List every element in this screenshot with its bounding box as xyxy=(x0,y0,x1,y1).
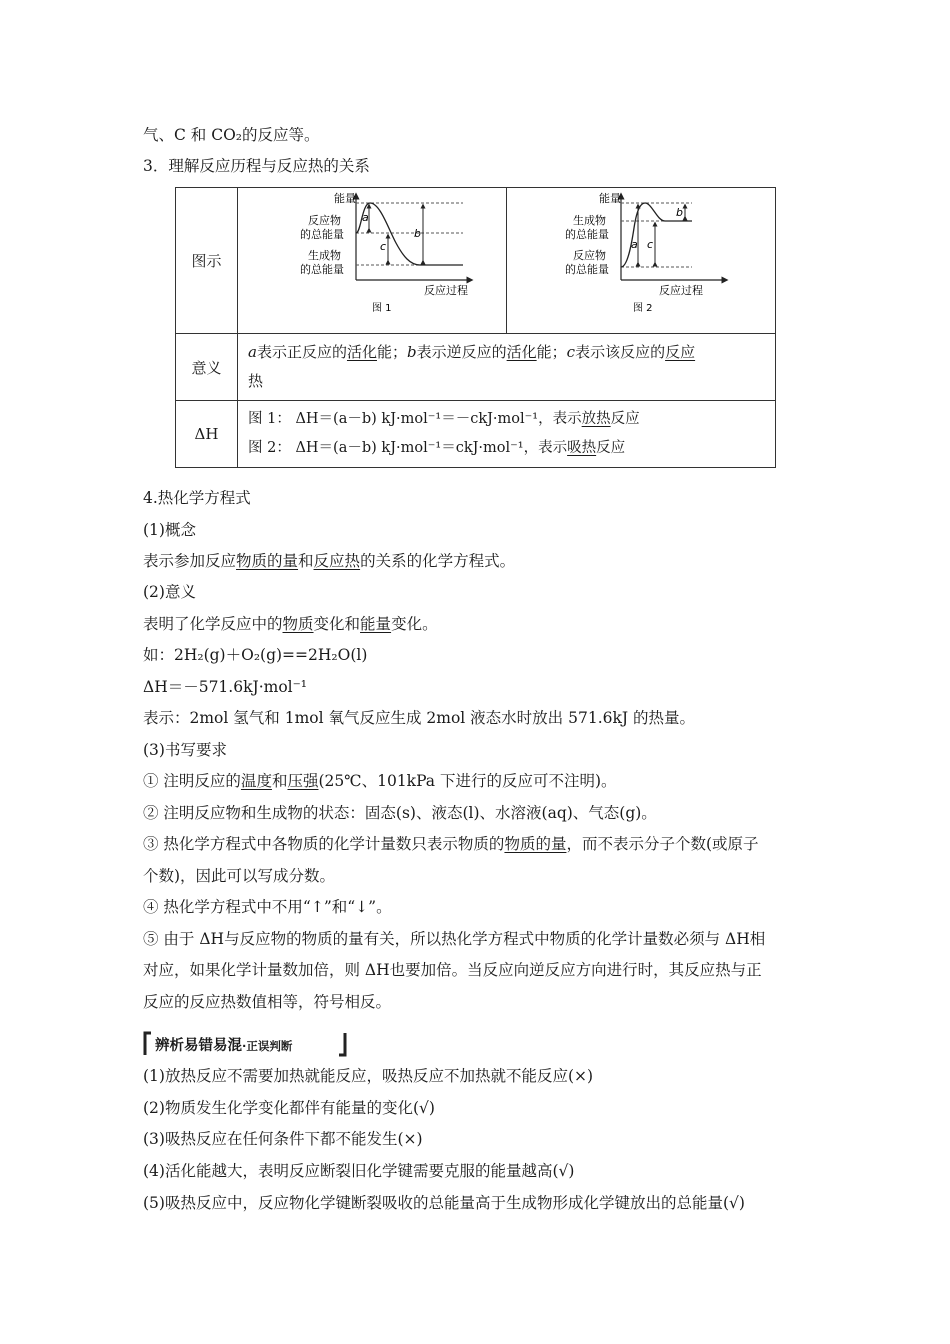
fig1-label-a: a xyxy=(362,211,369,224)
fig1-label-c: c xyxy=(380,240,387,253)
fig2-y-label: 能量 xyxy=(599,192,621,205)
fig1-upper-label-1: 反应物 xyxy=(308,214,341,227)
row-header-meaning: 意义 xyxy=(176,334,238,401)
fig2-upper-label-1: 生成物 xyxy=(573,214,606,227)
figure-1-energy-diagram xyxy=(238,188,506,329)
judgement-item-4: (4)活化能越大，表明反应断裂旧化学键需要克服的能量越高(√) xyxy=(143,1162,575,1180)
example-delta-h: ΔH＝－571.6kJ·mol⁻¹ xyxy=(143,678,307,696)
fig1-x-label: 反应过程 xyxy=(424,284,468,297)
fig2-label-a: a xyxy=(631,238,638,251)
row-header-delta-h: ΔH xyxy=(176,401,238,468)
judgement-tag-title: 辨析易错易混 xyxy=(155,1038,242,1054)
example-equation: 如：2H₂(g)＋O₂(g)==2H₂O(l) xyxy=(143,646,368,664)
requirement-5-line-1: ⑤ 由于 ΔH与反应物的物质的量有关，所以热化学方程式中物质的化学计量数必须与 ΔH相 xyxy=(143,930,766,948)
figure-2-energy-diagram xyxy=(507,188,775,329)
judgement-item-1: (1)放热反应不需要加热就能反应，吸热反应不加热就不能反应(×) xyxy=(143,1067,594,1085)
fig1-upper-label-2: 的总能量 xyxy=(300,228,344,241)
requirement-5-line-2: 对应，如果化学计量数加倍，则 ΔH也要加倍。当反应向逆反应方向进行时，其反应热与正 xyxy=(143,961,762,979)
row-header-diagram: 图示 xyxy=(176,188,238,334)
delta-h-cell: 图 1： ΔH＝(a－b) kJ·mol⁻¹＝－ckJ·mol⁻¹，表示放热反应 图 2： ΔH＝(a－b) kJ·mol⁻¹＝ckJ·mol⁻¹，表示吸热反应 xyxy=(238,401,776,468)
judgement-tag xyxy=(143,1031,293,1054)
fig1-lower-label-1: 生成物 xyxy=(308,249,341,262)
requirements-heading: (3)书写要求 xyxy=(143,741,227,759)
requirement-1: ① 注明反应的温度和压强(25℃、101kPa 下进行的反应可不注明)。 xyxy=(143,772,617,790)
fig1-reaction-curve xyxy=(356,203,463,265)
requirement-4: ④ 热化学方程式中不用“↑”和“↓”。 xyxy=(143,898,392,916)
intro-tail: 气、C 和 CO₂的反应等。 xyxy=(143,126,320,144)
meaning-heading: (2)意义 xyxy=(143,583,196,601)
meaning-text: 表明了化学反应中的物质变化和能量变化。 xyxy=(143,615,438,633)
example-description: 表示：2mol 氢气和 1mol 氧气反应生成 2mol 液态水时放出 571.6kJ 的热量。 xyxy=(143,709,696,727)
energy-relation-table xyxy=(175,187,776,468)
judgement-item-2: (2)物质发生化学变化都伴有能量的变化(√) xyxy=(143,1099,435,1117)
requirement-2: ② 注明反应物和生成物的状态：固态(s)、液态(l)、水溶液(aq)、气态(g)。 xyxy=(143,804,657,822)
fig1-y-label: 能量 xyxy=(334,192,356,205)
section-4-title: 4.热化学方程式 xyxy=(143,489,251,507)
fig2-x-label: 反应过程 xyxy=(659,284,703,297)
figure-1-cell xyxy=(238,188,507,334)
fig2-upper-label-2: 的总能量 xyxy=(565,228,609,241)
fig1-caption: 图 1 xyxy=(372,303,392,314)
fig2-caption: 图 2 xyxy=(633,303,653,314)
requirement-5-line-3: 反应的反应热数值相等，符号相反。 xyxy=(143,993,392,1011)
fig2-lower-label-2: 的总能量 xyxy=(565,263,609,276)
fig1-lower-label-2: 的总能量 xyxy=(300,263,344,276)
fig1-label-b: b xyxy=(414,227,421,240)
figure-2-cell xyxy=(507,188,776,334)
concept-text: 表示参加反应物质的量和反应热的关系的化学方程式。 xyxy=(143,552,516,570)
fig2-label-c: c xyxy=(647,238,654,251)
fig2-label-b: b xyxy=(676,206,683,219)
judgement-tag-subtitle: ·正误判断 xyxy=(242,1039,293,1053)
requirement-3: ③ 热化学方程式中各物质的化学计量数只表示物质的物质的量，而不表示分子个数(或原子 xyxy=(143,835,759,853)
section-3-title: 3．理解反应历程与反应热的关系 xyxy=(143,157,370,175)
requirement-3-cont: 个数)，因此可以写成分数。 xyxy=(143,867,336,885)
judgement-item-5: (5)吸热反应中，反应物化学键断裂吸收的总能量高于生成物形成化学键放出的总能量(√) xyxy=(143,1194,745,1212)
concept-heading: (1)概念 xyxy=(143,521,196,539)
fig2-lower-label-1: 反应物 xyxy=(573,249,606,262)
meaning-cell: a表示正反应的活化能；b表示逆反应的活化能；c表示该反应的反应 热 xyxy=(238,334,776,401)
judgement-item-3: (3)吸热反应在任何条件下都不能发生(×) xyxy=(143,1130,423,1148)
